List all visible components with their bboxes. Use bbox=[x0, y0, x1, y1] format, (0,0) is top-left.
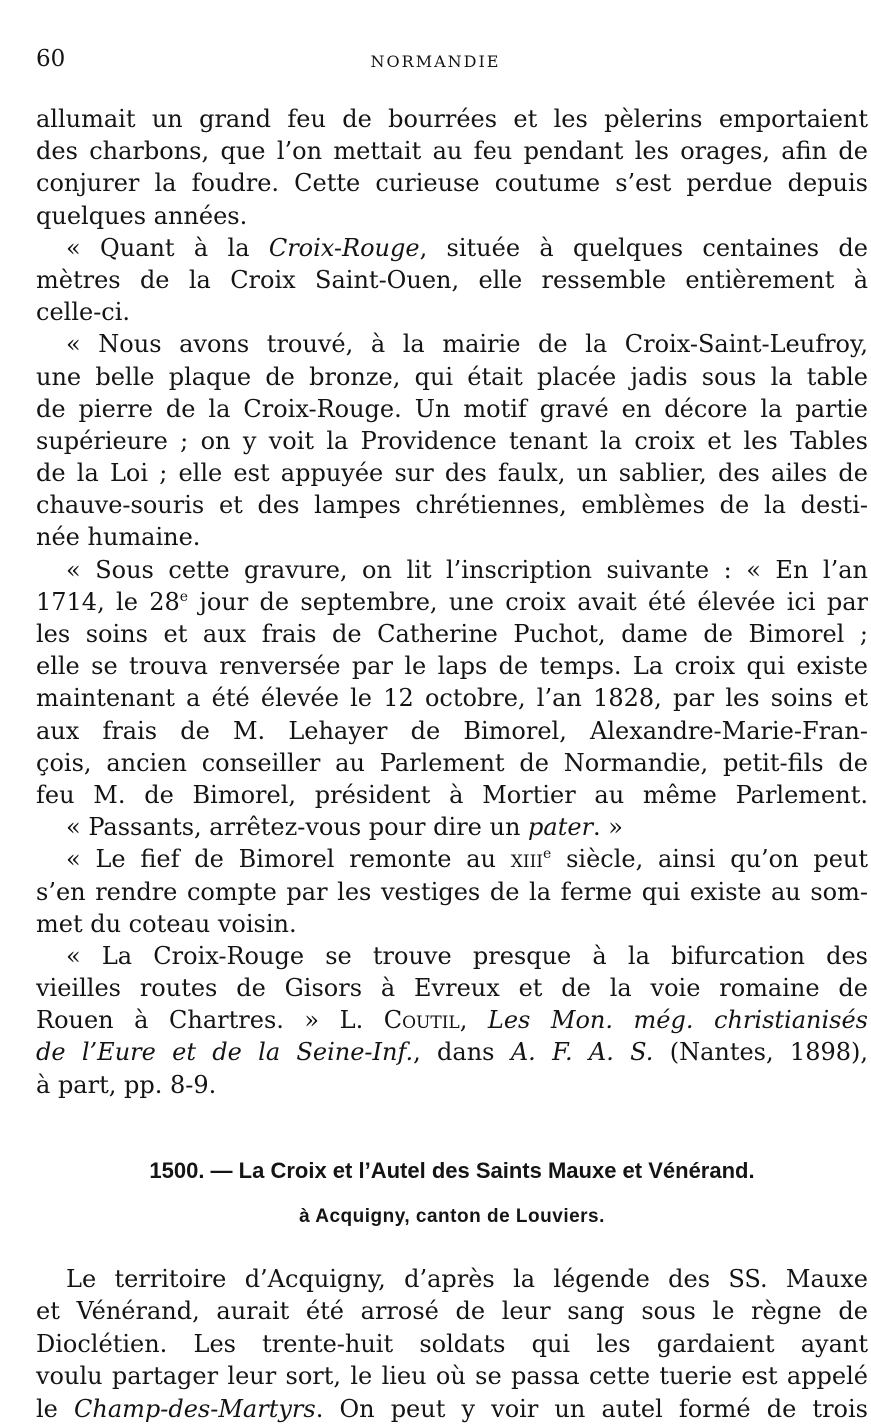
text-line: maintenant a été élevée le 12 octobre, l’an 1828, par les soins et bbox=[36, 684, 868, 713]
text-line: de l’Eure et de la Seine-Inf., dans A. F. A. S. (Nantes, 1898), bbox=[36, 1038, 869, 1067]
text-line: voulu partager leur sort, le lieu où se passa cette tuerie est appelé bbox=[36, 1362, 868, 1391]
running-head: NORMANDIE bbox=[370, 52, 501, 71]
text-line: et Vénérand, aurait été arrosé de leur sang sous le règne de bbox=[36, 1297, 868, 1326]
text-line: Rouen à Chartres. » L. Coutil, Les Mon. még. christianisés bbox=[36, 1006, 868, 1035]
text-line: Le territoire d’Acquigny, d’après la légende des SS. Mauxe bbox=[66, 1265, 868, 1293]
page-header bbox=[36, 46, 835, 78]
body-text-top bbox=[36, 103, 868, 1101]
text-line: çois, ancien conseiller au Parlement de Normandie, petit-fils de bbox=[36, 748, 868, 777]
text-line: « Quant à la Croix-Rouge, située à quelques centaines de bbox=[66, 233, 868, 262]
text-line: à part, pp. 8-9. bbox=[36, 1070, 217, 1099]
text-line: allumait un grand feu de bourrées et les pèlerins emportaient bbox=[36, 105, 868, 133]
text-line: des charbons, que l’on mettait au feu pendant les orages, afin de bbox=[36, 137, 868, 166]
body-text-bottom bbox=[36, 1263, 868, 1425]
text-line: de la Loi ; elle est appuyée sur des faulx, un sablier, des ailes de bbox=[36, 459, 868, 488]
text-line: conjurer la foudre. Cette curieuse coutume s’est perdue depuis bbox=[36, 169, 868, 198]
section-title: 1500. — La Croix et l’Autel des Saints Mauxe et Vénérand. bbox=[149, 1158, 755, 1183]
text-line: de pierre de la Croix-Rouge. Un motif gravé en décore la partie bbox=[36, 394, 868, 423]
section-subtitle: à Acquigny, canton de Louviers. bbox=[299, 1206, 605, 1227]
text-line: les soins et aux frais de Catherine Puchot, dame de Bimorel ; bbox=[36, 620, 868, 648]
text-line: une belle plaque de bronze, qui était placée jadis sous la table bbox=[36, 362, 868, 391]
text-line: chauve-souris et des lampes chrétiennes, emblèmes de la desti- bbox=[36, 491, 868, 520]
text-line: elle se trouva renversée par le laps de temps. La croix qui existe bbox=[36, 652, 868, 681]
text-line: « La Croix-Rouge se trouve presque à la bifurcation des bbox=[66, 941, 868, 970]
text-line: mètres de la Croix Saint-Ouen, elle ressemble entièrement à bbox=[36, 265, 868, 294]
text-line: aux frais de M. Lehayer de Bimorel, Alexandre-Marie-Fran- bbox=[36, 716, 868, 745]
page-number: 60 bbox=[36, 46, 66, 72]
text-line: le Champ-des-Martyrs. On peut y voir un autel formé de trois bbox=[36, 1394, 868, 1423]
text-line: « Nous avons trouvé, à la mairie de la Croix-Saint-Leufroy, bbox=[66, 330, 868, 359]
text-line: quelques années. bbox=[36, 201, 248, 230]
text-line: feu M. de Bimorel, président à Mortier au même Parlement. bbox=[36, 780, 868, 809]
text-line: supérieure ; on y voit la Providence tenant la croix et les Tables bbox=[36, 426, 868, 455]
text-line: « Sous cette gravure, on lit l’inscription suivante : « En l’an bbox=[66, 555, 868, 584]
text-line: Dioclétien. Les trente-huit soldats qui les gardaient ayant bbox=[36, 1329, 868, 1358]
text-line: née humaine. bbox=[36, 523, 201, 552]
text-line: celle-ci. bbox=[36, 298, 131, 327]
text-line: 1714, le 28e jour de septembre, une croix avait été élevée ici par bbox=[36, 587, 868, 616]
text-line: vieilles routes de Gisors à Evreux et de la voie romaine de bbox=[36, 974, 868, 1003]
text-line: « Passants, arrêtez-vous pour dire un pater. » bbox=[66, 813, 623, 842]
text-line: s’en rendre compte par les vestiges de la ferme qui existe au som- bbox=[36, 877, 868, 906]
text-line: met du coteau voisin. bbox=[36, 909, 297, 938]
text-line: « Le fief de Bimorel remonte au xiii$^e$ siècle, ainsi qu’on peut bbox=[66, 845, 868, 874]
